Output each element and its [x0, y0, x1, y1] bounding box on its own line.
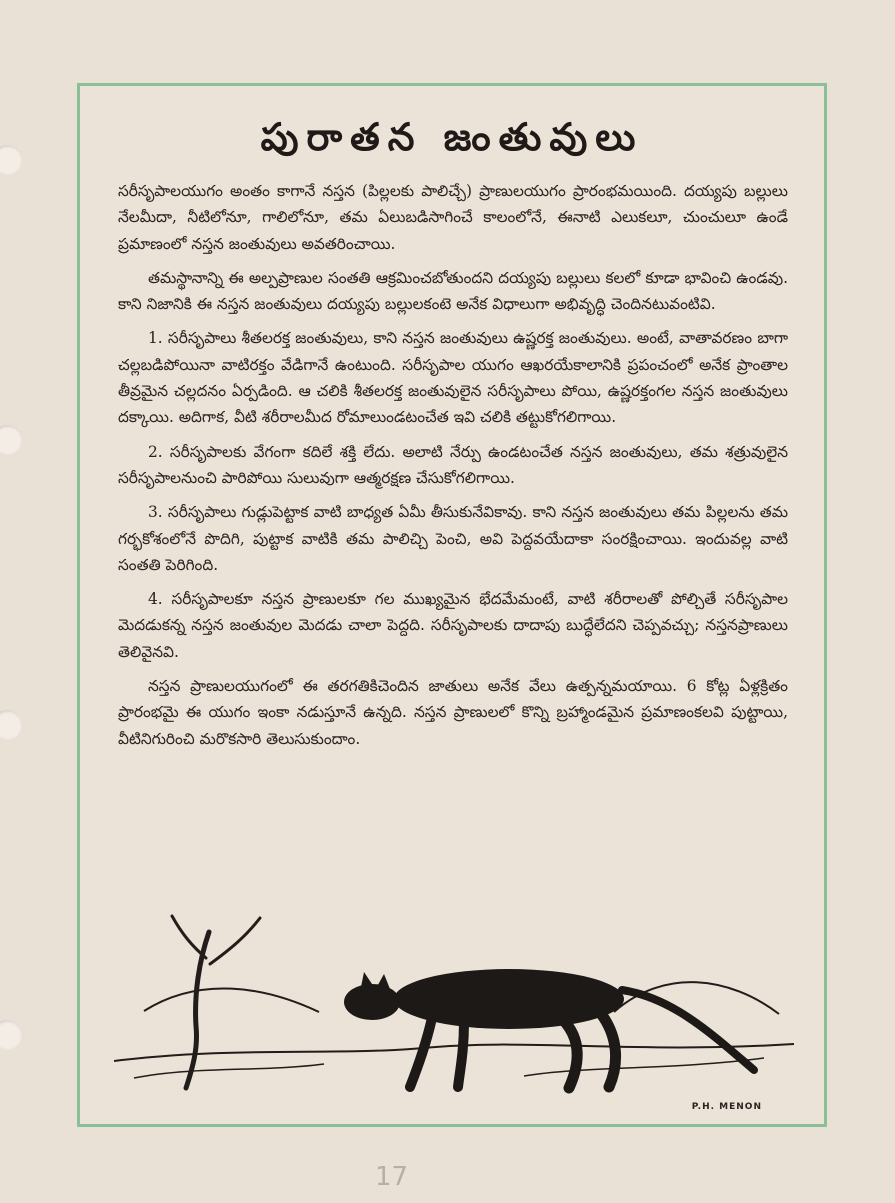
illustration-signature: P.H. MENON [691, 1102, 762, 1112]
page-number: 17 [375, 1162, 409, 1192]
animal-front-leg [410, 1018, 432, 1087]
page-frame [77, 83, 827, 1127]
paragraph-point-2: 2. సరీసృపాలకు వేగంగా కదిలే శక్తి లేదు. అలాటి నేర్పు ఉండటంచేత నస్తన జంతువులు, తమ శత్రువులైన సరీసృపాలనుంచి పారిపోయి సులువుగా ఆత్మరక్షణ చేసుకోగలిగాయి. [118, 442, 788, 487]
paragraph-context: తమస్థానాన్ని ఈ అల్పప్రాణుల సంతతి ఆక్రమించబోతుందని దయ్యపు బల్లులు కలలో కూడా భావించి ఉండవు. కాని నిజానికి ఈ నస్తన జంతువులు దయ్యపు బల్లులకంటె అనేక విధాలుగా అభివృద్ధి చెందినటువంటివి. [118, 268, 788, 314]
binder-hole-bottom [0, 1020, 22, 1050]
tree-trunk [186, 932, 209, 1088]
animal-front-leg-2 [458, 1022, 464, 1087]
animal-back-leg-2 [599, 1011, 616, 1087]
page-title: పురాతన జంతువులు [260, 114, 644, 159]
hill-left [144, 988, 319, 1012]
article-body [118, 178, 788, 760]
grass-right [524, 1058, 764, 1076]
tree-branch-right [210, 918, 260, 964]
binder-hole-top [0, 145, 22, 175]
grass-left [134, 1064, 324, 1078]
ground-line [114, 1044, 794, 1061]
hill-right [614, 982, 779, 1014]
binder-hole-middle [0, 425, 22, 455]
paragraph-conclusion: నస్తన ప్రాణులయుగంలో ఈ తరగతికిచెందిన జాతులు అనేక వేలు ఉత్పన్నమయాయి. 6 కోట్ల ఏళ్లక్రితం ప్రారంభమై ఈ యుగం ఇంకా నడుస్తూనే ఉన్నది. నస్తన ప్రాణులలో కొన్ని బ్రహ్మాండమైన ప్రమాణంకలవి పుట్టాయి, వీటినిగురించి మరొకసారి తెలుసుకుందాం. [118, 677, 788, 748]
animal-back-leg [559, 1016, 577, 1088]
paragraph-point-3: 3. సరీసృపాలు గుడ్లుపెట్టాక వాటి బాధ్యత ఏమీ తీసుకునేవికావు. కాని నస్తన జంతువులు తమ పిల్లలను తమ గర్భకోశంలోనే పొదిగి, పుట్టాక వాటికి తమ పాలిచ్చి పెంచి, అవి పెద్దవయేదాకా సంరక్షించాయి. ఇందువల్ల వాటి సంతతి పెరిగింది. [118, 503, 788, 574]
paragraph-point-4: 4. సరీసృపాలకూ నస్తన ప్రాణులకూ గల ముఖ్యమైన భేదమేమంటే, వాటి శరీరాలతో పోల్చితే సరీసృపాల మెదడుకన్న నస్తన జంతువుల మెదడు చాలా పెద్దది. సరీసృపాలకు దాదాపు బుద్ధేలేదని చెప్పవచ్చు; నస్తనప్రాణులు తెలివైనవి. [118, 590, 788, 661]
tree-branch-left [172, 916, 206, 958]
animal-ear-left [360, 972, 376, 992]
paragraph-intro: సరీసృపాలయుగం అంతం కాగానే నస్తన (పిల్లలకు పాలిచ్చే) ప్రాణులయుగం ప్రారంభమయింది. దయ్యపు బల్లులు నేలమీదా, నీటిలోనూ, గాలిలోనూ, తమ ఏలుబడిసాగించే కాలంలోనే, ఈనాటి ఎలుకలూ, చుంచులూ ఉండే ప్రమాణంలో నస్తన జంతువులు అవతరించాయి. [118, 182, 788, 253]
animal-ear-right [374, 974, 392, 994]
mammal-illustration [114, 906, 794, 1121]
animal-tail [622, 990, 754, 1070]
paragraph-point-1: 1. సరీసృపాలు శీతలరక్త జంతువులు, కాని నస్తన జంతువులు ఉష్ణరక్త జంతువులు. అంటే, వాతావరణం బాగా చల్లబడిపోయినా వాటిరక్తం వేడిగానే ఉంటుంది. సరీసృపాల యుగం ఆఖరయేకాలానికి ప్రపంచంలో అనేక ప్రాంతాల తీవ్రమైన చల్లదనం ఏర్పడింది. ఆ చలికి శీతలరక్త జంతువులైన సరీసృపాలు పోయి, ఉష్ణరక్తంగల నస్తన జంతువులు దక్కాయి. అదిగాక, వీటి శరీరాలమీద రోమాలుండటంచేత ఇవి చలికి తట్టుకోగలిగాయి. [118, 329, 788, 427]
binder-hole-lower [0, 710, 22, 740]
